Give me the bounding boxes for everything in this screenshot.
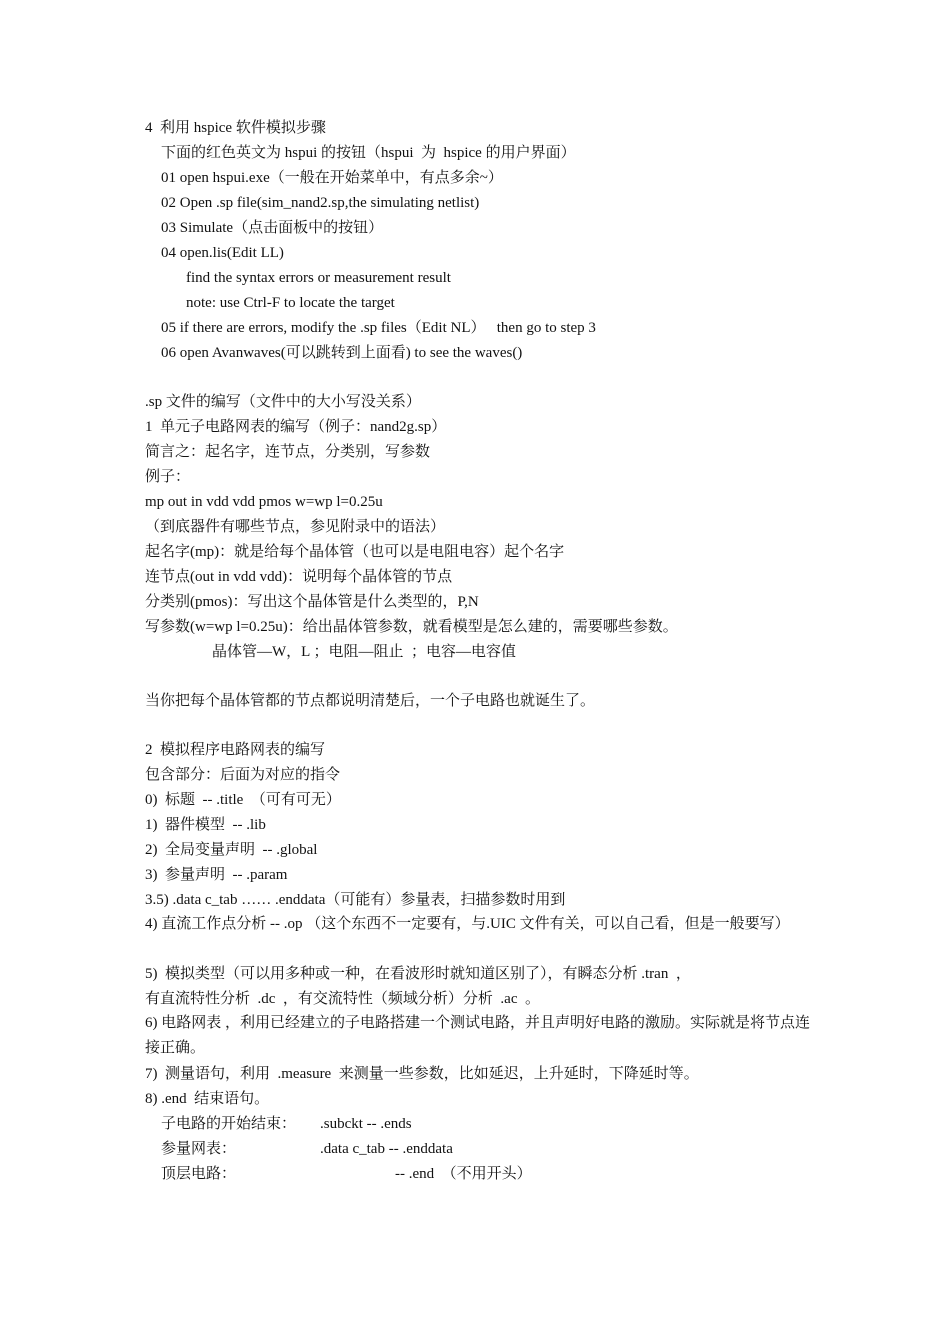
step-04-detail-find: find the syntax errors or measurement result [186,270,451,286]
step-04: 04 open.lis(Edit LL) [161,245,284,261]
data-table-command: .data c_tab -- .enddata [320,1141,453,1157]
top-circuit-label: 顶层电路： [161,1166,237,1182]
item-sim-type-cont: 有直流特性分析 .dc ，有交流特性（频域分析）分析 .ac 。 [145,991,540,1007]
item-op: 4) 直流工作点分析 -- .op （这个东西不一定要有，与.UIC 文件有关，可以自己看，但是一般要写） [145,916,790,932]
section-2-heading: 2 模拟程序电路网表的编写 [145,742,326,758]
step-03: 03 Simulate（点击面板中的按钮） [161,220,384,236]
item-end: 8) .end 结束语句。 [145,1091,270,1107]
section-4-heading: 4 利用 hspice 软件模拟步骤 [145,120,326,136]
item-netlist: 6) 电路网表 ，利用已经建立的子电路搭建一个测试电路，并且声明好电路的激励。实际就是将节点连接正确。 [145,1015,810,1056]
params-detail: 晶体管—W，L ；电阻—阻止 ；电容—电容值 [212,644,517,660]
item-title: 0) 标题 -- .title （可有可无） [145,792,341,808]
summary-line: 简言之：起名字，连节点，分类别，写参数 [145,444,431,460]
item-measure: 7) 测量语句，利用 .measure 来测量一些参数，比如延迟，上升延时，下降延时等。 [145,1066,699,1082]
subckt-command: .subckt -- .ends [320,1116,412,1132]
naming-line: 起名字(mp)：就是给每个晶体管（也可以是电阻电容）起个名字 [145,544,565,560]
subcircuit-heading: 1 单元子电路网表的编写（例子：nand2g.sp） [145,419,447,435]
params-line: 写参数(w=wp l=0.25u)：给出晶体管参数，就看模型是怎么建的，需要哪些参数。 [145,619,678,635]
subckt-label: 子电路的开始结束： [161,1116,297,1132]
item-data: 3.5) .data c_tab …… .enddata（可能有）参量表，扫描参数时用到 [145,892,566,908]
item-global: 2) 全局变量声明 -- .global [145,842,318,858]
node-note: （到底器件有哪些节点，参见附录中的语法） [145,519,446,535]
item-param: 3) 参量声明 -- .param [145,867,288,883]
section-2-intro: 包含部分：后面为对应的指令 [145,767,341,783]
nodes-line: 连节点(out in vdd vdd)：说明每个晶体管的节点 [145,569,453,585]
conclusion-line: 当你把每个晶体管都的节点都说明清楚后，一个子电路也就诞生了。 [145,693,596,709]
sp-file-heading: .sp 文件的编写（文件中的大小写没关系） [145,394,421,410]
data-table-label: 参量网表： [161,1141,237,1157]
step-06: 06 open Avanwaves(可以跳转到上面看) to see the waves() [161,345,523,361]
type-line: 分类别(pmos)：写出这个晶体管是什么类型的，P,N [145,594,479,610]
example-code: mp out in vdd vdd pmos w=wp l=0.25u [145,494,383,510]
step-05: 05 if there are errors, modify the .sp files（Edit NL） then go to step 3 [161,320,596,336]
step-04-detail-note: note: use Ctrl-F to locate the target [186,295,395,311]
top-circuit-command: -- .end （不用开头） [395,1166,532,1182]
step-01: 01 open hspui.exe（一般在开始菜单中，有点多余~） [161,170,503,186]
item-sim-type: 5) 模拟类型（可以用多种或一种，在看波形时就知道区别了），有瞬态分析 .tran ， [145,966,691,982]
example-label: 例子： [145,469,191,485]
item-lib: 1) 器件模型 -- .lib [145,817,266,833]
section-4-intro: 下面的红色英文为 hspui 的按钮（hspui 为 hspice 的用户界面） [161,145,576,161]
step-02: 02 Open .sp file(sim_nand2.sp,the simulating netlist) [161,195,480,211]
